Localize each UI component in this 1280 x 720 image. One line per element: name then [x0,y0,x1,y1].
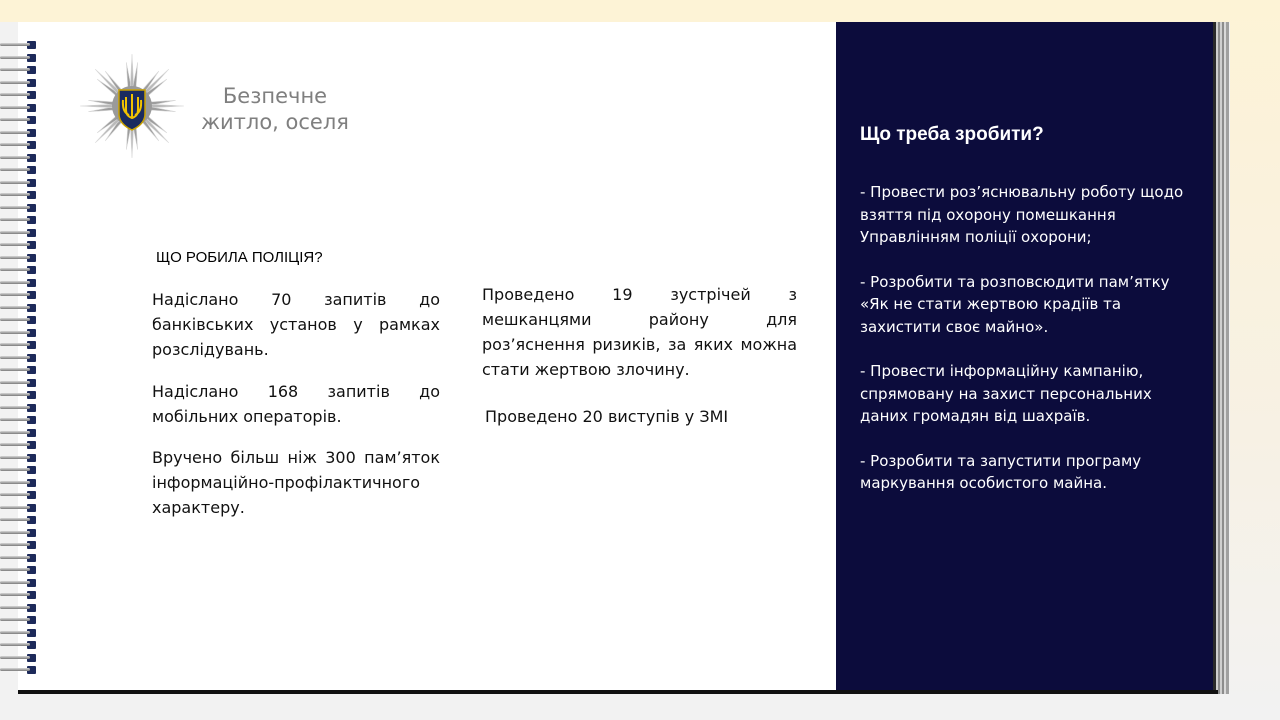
spiral-ring [0,503,40,513]
spiral-ring [0,415,40,425]
right-background-band [1230,0,1280,720]
spiral-ring [0,228,40,238]
todo-list [860,181,1200,517]
spiral-ring [0,265,40,275]
spiral-ring [0,378,40,388]
spiral-ring [0,615,40,625]
police-action-item: Проведено 19 зустрічей з мешканцями району для роз’яснення ризиків, за яких можна стати жертвою злочину. [482,285,797,379]
police-action-item: Вручено більш ніж 300 пам’яток інформаційно-профілактичного характеру. [152,448,440,517]
spiral-ring [0,390,40,400]
spiral-ring [0,65,40,75]
spiral-ring [0,78,40,88]
spiral-ring [0,403,40,413]
spiral-ring [0,465,40,475]
spiral-binding [0,40,42,680]
spiral-ring [0,628,40,638]
spiral-ring [0,178,40,188]
brand-title-line1: Безпечне [222,84,328,108]
spiral-ring [0,190,40,200]
spiral-ring [0,590,40,600]
spiral-ring [0,665,40,675]
todo-item: - Провести інформаційну кампанію, спрямовану на захист персональних даних громадян від шахраїв. [860,362,1152,425]
todo-item: - Провести роз’яснювальну роботу щодо взяття під охорону помешкання Управлінням поліції охорони; [860,183,1184,246]
spiral-ring [0,553,40,563]
spiral-ring [0,353,40,363]
todo-title: Що треба зробити? [860,124,1044,145]
spiral-ring [0,440,40,450]
spiral-ring [0,303,40,313]
brand-title-line2: житло, оселя [201,110,349,134]
spiral-ring [0,103,40,113]
spiral-ring [0,203,40,213]
spiral-ring [0,528,40,538]
police-section-title: ЩО РОБИЛА ПОЛІЦІЯ? [156,249,323,266]
spiral-ring [0,115,40,125]
spiral-ring [0,128,40,138]
police-action-item: Надіслано 168 запитів до мобільних операторів. [152,382,440,426]
spiral-ring [0,53,40,63]
police-star-emblem-icon [76,52,188,160]
spiral-ring [0,40,40,50]
police-actions-right-column [482,282,797,429]
police-actions-left-column [152,287,440,520]
spiral-ring [0,315,40,325]
spiral-ring [0,140,40,150]
police-action-item: Проведено 20 виступів у ЗМІ [485,407,729,426]
police-action-item: Надіслано 70 запитів до банківських установ у рамках розслідувань. [152,290,440,359]
spiral-ring [0,478,40,488]
spiral-ring [0,640,40,650]
spiral-ring [0,340,40,350]
spiral-ring [0,90,40,100]
spiral-ring [0,253,40,263]
spiral-ring [0,540,40,550]
spiral-ring [0,490,40,500]
spiral-ring [0,603,40,613]
spiral-ring [0,215,40,225]
todo-item: - Розробити та запустити програму маркування особистого майна. [860,451,1142,492]
spiral-ring [0,153,40,163]
spiral-ring [0,428,40,438]
spiral-ring [0,653,40,663]
top-background-band [0,0,1280,22]
page-stack-edge [1213,22,1229,694]
spiral-ring [0,328,40,338]
spiral-ring [0,578,40,588]
spiral-ring [0,278,40,288]
brand-title [190,83,360,135]
spiral-ring [0,515,40,525]
page-bottom-edge [18,690,1218,694]
spiral-ring [0,165,40,175]
todo-item: - Розробити та розповсюдити пам’ятку «Як не стати жертвою крадіїв та захистити своє майно». [860,272,1170,336]
spiral-ring [0,565,40,575]
spiral-ring [0,240,40,250]
spiral-ring [0,365,40,375]
spiral-ring [0,290,40,300]
spiral-ring [0,453,40,463]
